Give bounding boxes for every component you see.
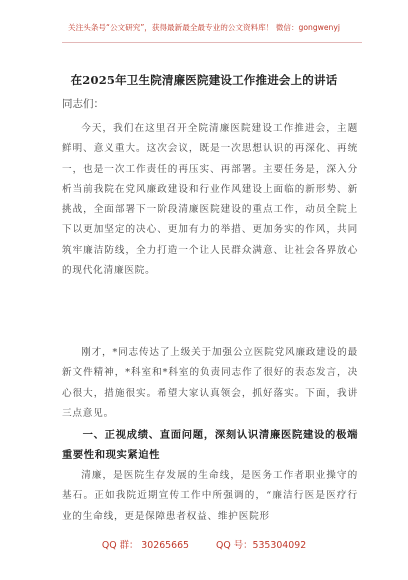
document-title: 在2025年卫生院清廉医院建设工作推进会上的讲话	[70, 73, 338, 87]
paragraph-remarks: 刚才，*同志传达了上级关于加强公立医院党风廉政建设的最新文件精神，*科室和*科室的负责同志作了很好的表态发言，决心很大，措施很实。希望大家认真领会，抓好落实。下面，我讲三点意见。	[62, 347, 358, 419]
section-heading: 一、正视成绩、直面问题，深刻认识清廉医院建设的极端重要性和现实紧迫性	[62, 429, 358, 462]
paragraph-opening: 今天，我们在这里召开全院清廉医院建设工作推进会，主题鲜明、意义重大。这次会议，既是一次思想认识的再深化、再统一，也是一次工作责任的再压实、再部署。主要任务是，深入分析当前我院在党风廉政建设和行业作风建设上面临的新形势、新挑战，全面部署下一阶段清廉医院建设的重点工作，动员全院上下以更加坚定的决心、更加有力的举措、更加务实的作风，共同筑牢廉洁防线，全力打造一个让人民群众满意、让社会各界放心的现代化清廉医院。	[62, 123, 358, 277]
paragraph-section-1: 清廉，是医院生存发展的生命线，是医务工作者职业操守的基石。正如我院近期宣传工作中所强调的，“廉洁行医是医疗行业的生命线，更是保障患者权益、维护医院形	[62, 470, 358, 522]
promo-banner: 关注头条号“公文研究”，获得最新最全最专业的公文资料库！ 微信：gongwenyj	[68, 23, 340, 32]
salutation: 同志们：	[62, 98, 104, 110]
qq-number-label: QQ 号：535304092	[216, 540, 307, 551]
header-divider	[62, 42, 362, 43]
footer-contact	[0, 537, 408, 551]
qq-group-label: QQ 群： 30265665	[101, 540, 190, 551]
